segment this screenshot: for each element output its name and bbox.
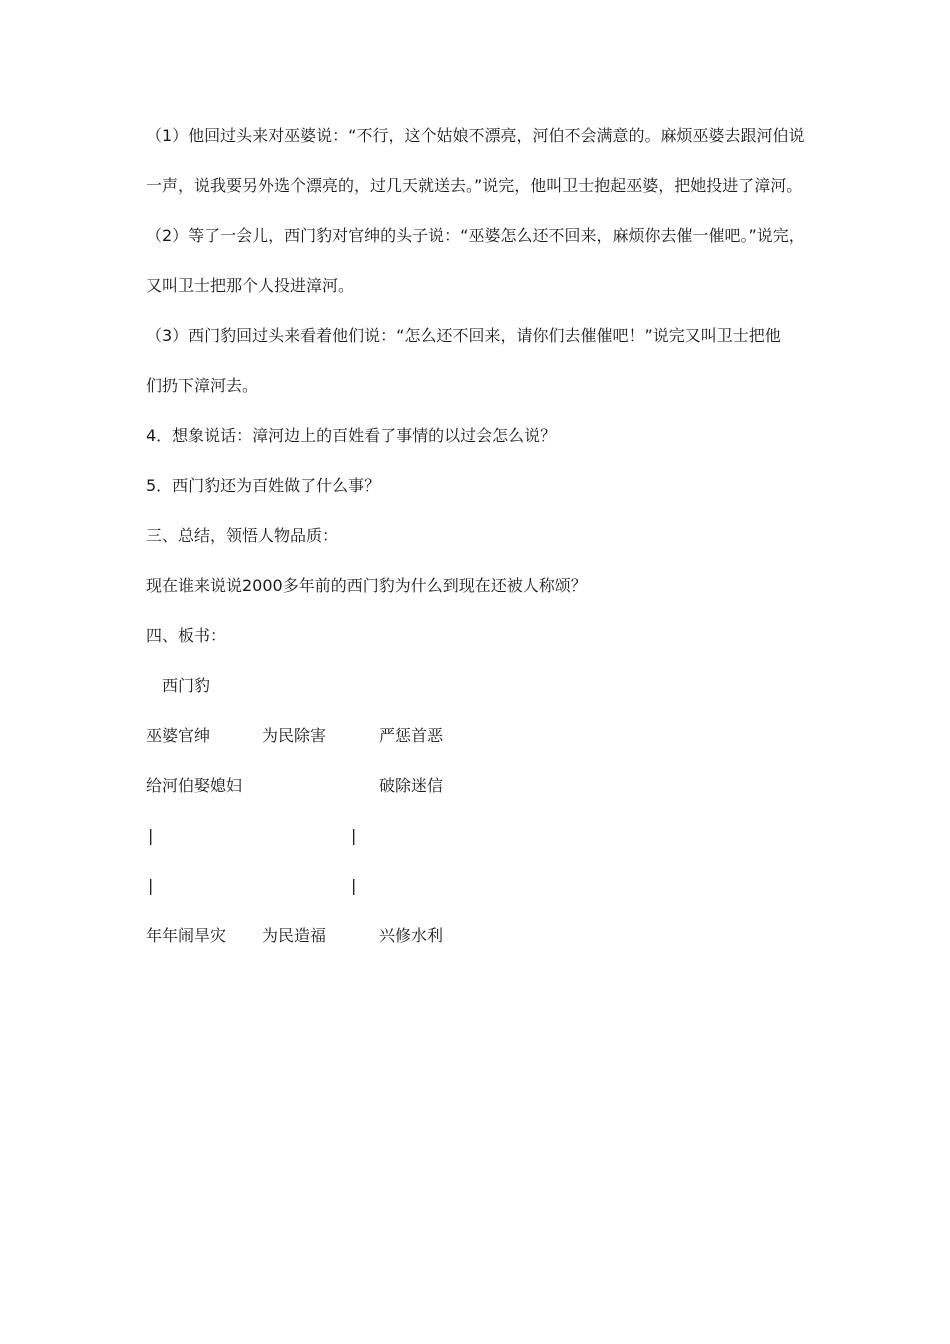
section-heading: 四、板书： <box>146 626 227 645</box>
board-cell: 兴修水利 <box>379 926 444 945</box>
question-line: 4．想象说话：漳河边上的百姓看了事情的以过会怎么说？ <box>146 426 557 445</box>
board-title: 西门豹 <box>162 676 211 695</box>
paragraph-line: （3）西门豹回过头来看着他们说：“怎么还不回来，请你们去催催吧！”说完又叫卫士把他 <box>146 326 781 345</box>
board-connector: | <box>351 826 357 845</box>
paragraph-line: 又叫卫士把那个人投进漳河。 <box>146 276 355 295</box>
paragraph-line: （1）他回过头来对巫婆说：“不行，这个姑娘不漂亮，河伯不会满意的。麻烦巫婆去跟河伯说 <box>146 126 805 145</box>
paragraph-line: （2）等了一会儿，西门豹对官绅的头子说：“巫婆怎么还不回来，麻烦你去催一催吧。”说完， <box>146 226 805 245</box>
board-cell: 破除迷信 <box>379 776 444 795</box>
board-cell: 为民造福 <box>262 926 327 945</box>
question-line: 5．西门豹还为百姓做了什么事？ <box>146 476 381 495</box>
paragraph-line: 现在谁来说说2000多年前的西门豹为什么到现在还被人称颂？ <box>146 576 587 595</box>
board-cell: 巫婆官绅 <box>146 726 211 745</box>
board-connector: | <box>148 876 154 895</box>
board-cell: 给河伯娶媳妇 <box>146 776 243 795</box>
section-heading: 三、总结，领悟人物品质： <box>146 526 339 545</box>
board-cell: 为民除害 <box>262 726 327 745</box>
board-connector: | <box>148 826 154 845</box>
board-connector: | <box>351 876 357 895</box>
board-cell: 严惩首恶 <box>379 726 444 745</box>
paragraph-line: 一声，说我要另外选个漂亮的，过几天就送去。”说完，他叫卫士抱起巫婆，把她投进了漳河。 <box>146 176 803 195</box>
board-cell: 年年闹旱灾 <box>146 926 227 945</box>
paragraph-line: 们扔下漳河去。 <box>146 376 259 395</box>
